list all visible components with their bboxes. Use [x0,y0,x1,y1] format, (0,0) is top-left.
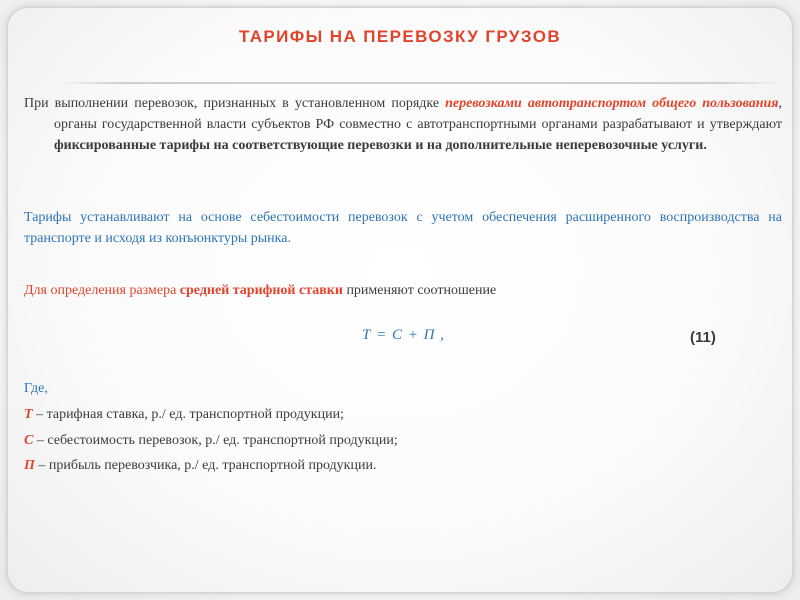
definition-text: – прибыль перевозчика, р./ ед. транспортной продукции. [34,458,377,473]
paragraph3-text-2: применяют соотношение [342,283,497,298]
definition-item [24,407,344,423]
definition-item [24,458,376,474]
where-label: Где, [24,381,48,396]
paragraph3-text: Для определения размера [24,283,180,298]
slide-title: ТАРИФЫ НА ПЕРЕВОЗКУ ГРУЗОВ [238,27,561,46]
definition-item [24,433,398,449]
tariff-formula: Т = С + П , [362,327,445,343]
definition-symbol: Т [24,407,33,422]
paragraph1-text-2: , органы государственной власти субъектов РФ совместно с автотранспортными органами разрабатывают и утверждают [54,96,782,132]
paragraph1-text: При выполнении перевозок, признанных в установленном порядке [24,96,446,111]
equation-number: (11) [690,329,716,346]
title-divider [60,82,780,84]
paragraph1-bold: фиксированные тарифы на соответствующие перевозки и на дополнительные неперевозочные услуги [54,138,704,153]
paragraph-average-rate [24,280,782,301]
paragraph1-end: . [703,138,707,153]
paragraph-fixed-tariffs [24,93,782,156]
paragraph3-bold: средней тарифной ставки [179,283,343,298]
paragraph1-emphasis: перевозками автотранспортом общего пользования [445,96,779,111]
definition-symbol: С [24,433,34,448]
definition-text: – тарифная ставка, р./ ед. транспортной продукции; [32,407,344,422]
definition-symbol: П [24,458,35,473]
paragraph-tariff-basis: Тарифы устанавливают на основе себестоимости перевозок с учетом обеспечения расширенного воспроизводства на транспорте и исходя из конъюнктуры рынка. [24,210,782,246]
definition-text: – себестоимость перевозок, р./ ед. транспортной продукции; [33,433,398,448]
